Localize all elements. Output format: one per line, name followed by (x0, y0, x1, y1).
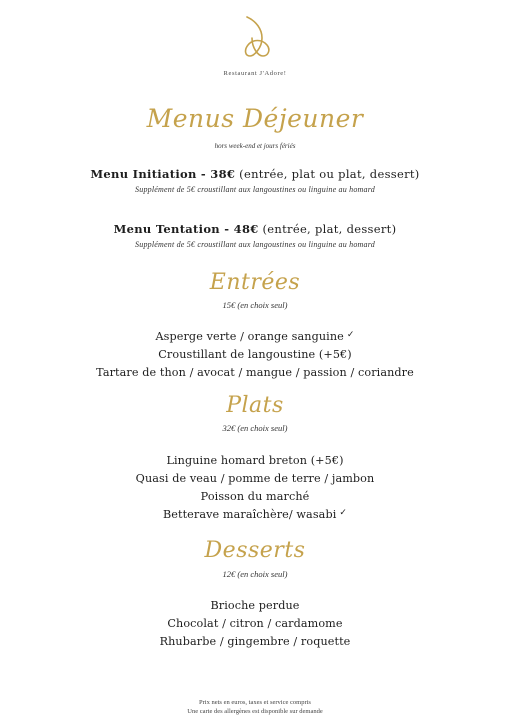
dish-item: Brioche perdue (210, 599, 300, 612)
restaurant-logo (240, 14, 272, 62)
menu-initiation (0, 167, 510, 181)
dish-item: Croustillant de langoustine (+5€) (158, 348, 352, 361)
menu-tentation-supplement: Supplément de 5€ croustillant aux langoustines ou linguine au homard (135, 240, 375, 249)
dish-item: Quasi de veau / pomme de terre / jambon (135, 472, 375, 485)
dish-item (0, 330, 510, 343)
menu-tentation-name: Menu Tentation - 48€ (113, 222, 259, 236)
vegetarian-icon: ✓ (346, 330, 355, 340)
dish-item: Linguine homard breton (+5€) (166, 454, 344, 467)
restaurant-name: Restaurant J'Adore! (223, 70, 287, 77)
dish-label: Betterave maraîchère/ wasabi (162, 508, 337, 521)
dish-item: Tartare de thon / avocat / mangue / passion / coriandre (96, 366, 414, 379)
page-subtitle: hors week-end et jours fériés (214, 142, 296, 150)
vegetarian-icon: ✓ (339, 508, 348, 518)
menu-initiation-name: Menu Initiation - 38€ (90, 167, 236, 181)
menu-tentation (0, 222, 510, 236)
section-title-desserts: Desserts (204, 538, 306, 563)
dish-item: Rhubarbe / gingembre / roquette (159, 635, 351, 648)
menu-tentation-detail: (entrée, plat, dessert) (258, 222, 397, 236)
menu-initiation-detail: (entrée, plat ou plat, dessert) (235, 167, 420, 181)
section-price-plats: 32€ (en choix seul) (222, 423, 288, 433)
dish-item: Poisson du marché (200, 490, 310, 503)
menu-initiation-supplement: Supplément de 5€ croustillant aux langoustines ou linguine au homard (135, 185, 375, 194)
page-title: Menus Déjeuner (146, 104, 364, 133)
section-title-plats: Plats (226, 393, 284, 418)
dish-label: Asperge verte / orange sanguine (155, 330, 344, 343)
section-price-entrees: 15€ (en choix seul) (222, 300, 288, 310)
section-title-entrees: Entrées (209, 270, 301, 295)
dish-item (0, 508, 510, 521)
footer-prices-note: Prix nets en euros, taxes et service compris (199, 699, 311, 706)
section-price-desserts: 12€ (en choix seul) (222, 569, 288, 579)
dish-item: Chocolat / citron / cardamome (167, 617, 343, 630)
footer-allergens-note: Une carte des allergènes est disponible sur demande (187, 708, 323, 715)
